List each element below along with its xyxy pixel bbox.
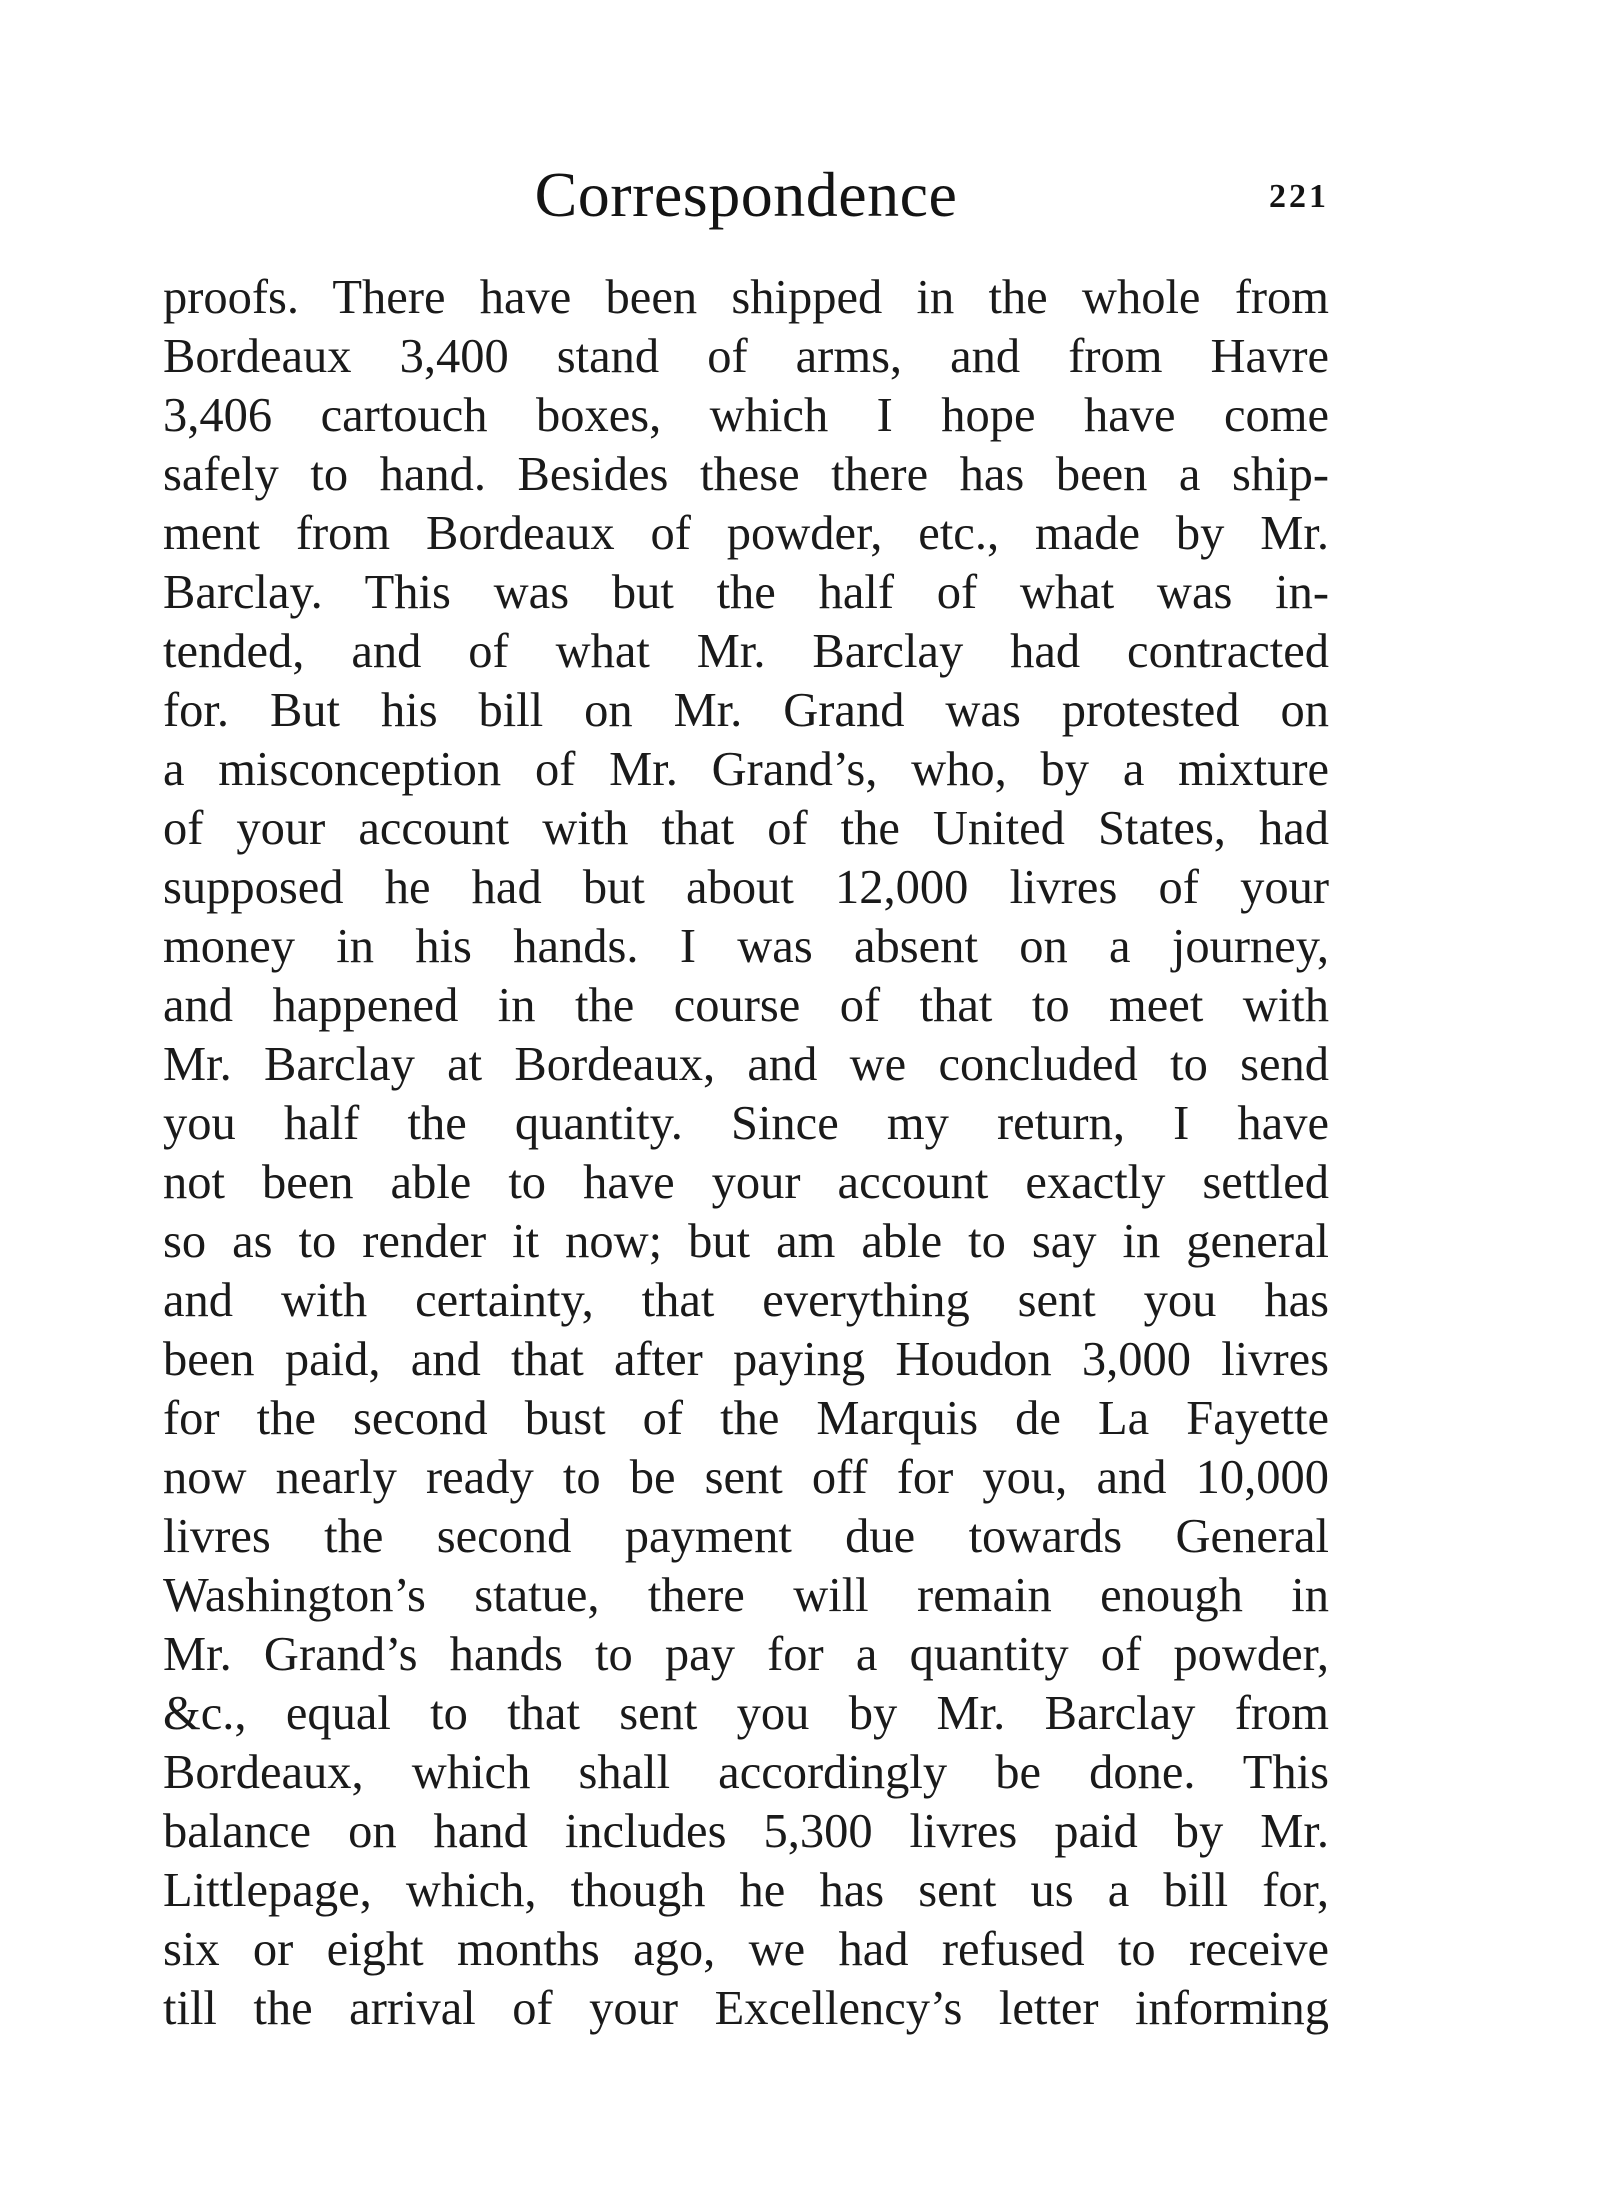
text-line: ment from Bordeaux of powder, etc., made by Mr. bbox=[163, 507, 1329, 560]
text-line: been paid, and that after paying Houdon 3,000 livres bbox=[163, 1333, 1329, 1386]
text-line: for. But his bill on Mr. Grand was protested on bbox=[163, 684, 1329, 737]
text-line: livres the second payment due towards General bbox=[163, 1510, 1329, 1563]
text-line: safely to hand. Besides these there has been a ship- bbox=[163, 448, 1329, 501]
text-line: Washington’s statue, there will remain enough in bbox=[163, 1569, 1329, 1622]
text-line: tended, and of what Mr. Barclay had contracted bbox=[163, 625, 1329, 678]
text-line: Barclay. This was but the half of what was in- bbox=[163, 566, 1329, 619]
text-line: for the second bust of the Marquis de La Fayette bbox=[163, 1392, 1329, 1445]
text-line: Mr. Grand’s hands to pay for a quantity of powder, bbox=[163, 1628, 1329, 1681]
page-header bbox=[163, 150, 1329, 240]
text-line: now nearly ready to be sent off for you, and 10,000 bbox=[163, 1451, 1329, 1504]
text-line: and with certainty, that everything sent you has bbox=[163, 1274, 1329, 1327]
text-line: so as to render it now; but am able to say in general bbox=[163, 1215, 1329, 1268]
text-line: a misconception of Mr. Grand’s, who, by a mixture bbox=[163, 743, 1329, 796]
text-line: money in his hands. I was absent on a journey, bbox=[163, 920, 1329, 973]
text-line: Mr. Barclay at Bordeaux, and we concluded to send bbox=[163, 1038, 1329, 1091]
text-line: you half the quantity. Since my return, I have bbox=[163, 1097, 1329, 1150]
page-number: 221 bbox=[1269, 178, 1329, 215]
text-line: 3,406 cartouch boxes, which I hope have come bbox=[163, 389, 1329, 442]
text-line: till the arrival of your Excellency’s letter informing bbox=[163, 1982, 1329, 2035]
text-line: not been able to have your account exactly settled bbox=[163, 1156, 1329, 1209]
text-line: &c., equal to that sent you by Mr. Barclay from bbox=[163, 1687, 1329, 1740]
body-text bbox=[163, 268, 1329, 2038]
text-line: of your account with that of the United States, had bbox=[163, 802, 1329, 855]
running-title: Correspondence bbox=[534, 159, 958, 230]
text-line: Bordeaux, which shall accordingly be done. This bbox=[163, 1746, 1329, 1799]
text-line: proofs. There have been shipped in the whole from bbox=[163, 271, 1329, 324]
text-line: six or eight months ago, we had refused to receive bbox=[163, 1923, 1329, 1976]
text-line: Bordeaux 3,400 stand of arms, and from Havre bbox=[163, 330, 1329, 383]
text-line: supposed he had but about 12,000 livres of your bbox=[163, 861, 1329, 914]
text-line: and happened in the course of that to meet with bbox=[163, 979, 1329, 1032]
text-line: balance on hand includes 5,300 livres paid by Mr. bbox=[163, 1805, 1329, 1858]
text-line: Littlepage, which, though he has sent us a bill for, bbox=[163, 1864, 1329, 1917]
